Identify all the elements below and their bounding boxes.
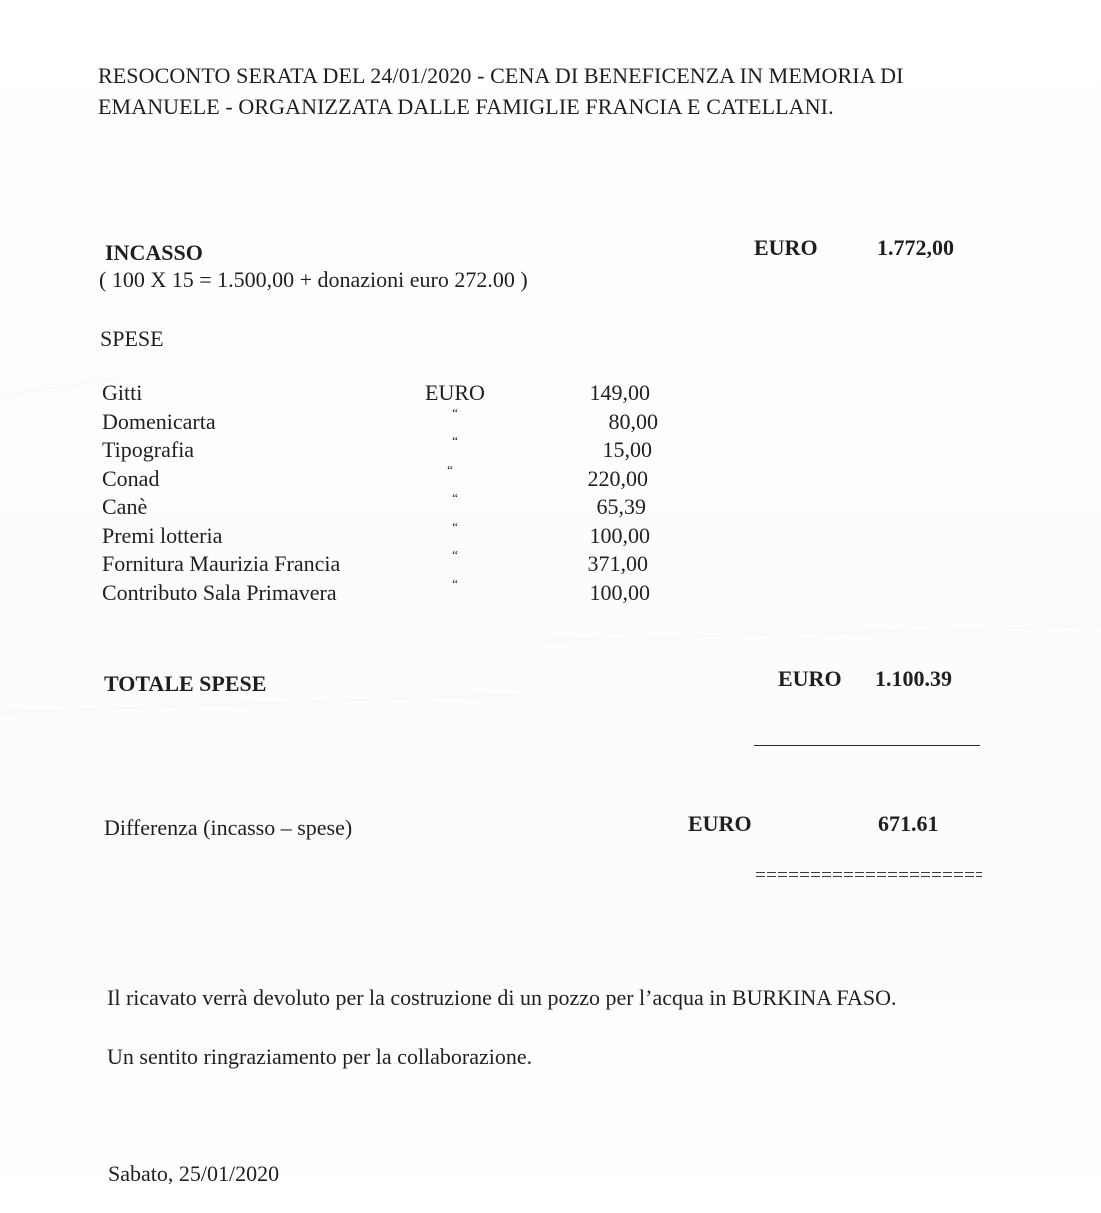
expense-row xyxy=(100,547,680,580)
expense-name: Fornitura Maurizia Francia xyxy=(102,551,341,576)
destination-note: Il ricavato verrà devoluto per la costruzione di un pozzo per l’acqua in BURKINA FASO. xyxy=(107,985,897,1010)
income-detail: ( 100 X 15 = 1.500,00 + donazioni euro 272.00 ) xyxy=(99,267,528,292)
expense-row xyxy=(100,518,680,552)
total-expenses-currency: EURO xyxy=(778,666,842,691)
expense-row xyxy=(100,490,680,523)
expense-name: Canè xyxy=(102,494,148,519)
expense-name: Conad xyxy=(102,465,160,491)
expense-currency-ditto: “ xyxy=(447,461,453,477)
expense-row xyxy=(100,461,680,495)
expense-value: 149,00 xyxy=(589,380,650,405)
expense-currency-ditto: “ xyxy=(452,547,458,562)
expense-value: 15,00 xyxy=(602,437,652,462)
thanks-note: Un sentito ringraziamento per la collaborazione. xyxy=(107,1044,533,1069)
expense-currency: EURO xyxy=(425,380,485,405)
expense-value: 220,00 xyxy=(587,465,648,491)
expenses-list xyxy=(100,380,680,608)
document-title xyxy=(98,60,1058,122)
expense-row xyxy=(100,404,680,438)
expense-value: 65,39 xyxy=(596,494,646,519)
income-amount: 1.772,00 xyxy=(877,235,954,260)
expenses-label: SPESE xyxy=(100,326,164,351)
expense-currency-ditto: “ xyxy=(452,433,458,448)
total-double-rule xyxy=(756,872,982,880)
difference-amount: 671.61 xyxy=(878,811,939,836)
total-expenses-amount: 1.100.39 xyxy=(875,666,952,691)
expense-name: Premi lotteria xyxy=(102,522,223,548)
expense-name: Domenicarta xyxy=(102,408,216,434)
expense-value: 100,00 xyxy=(589,579,650,605)
difference-currency: EURO xyxy=(688,811,752,836)
expense-row xyxy=(100,575,680,609)
expense-value: 371,00 xyxy=(587,551,648,576)
expense-name: Contributo Sala Primavera xyxy=(102,579,337,605)
expense-row xyxy=(100,433,680,466)
expense-value: 80,00 xyxy=(608,408,658,434)
title-line-1: RESOCONTO SERATA DEL 24/01/2020 - CENA DI BENEFICENZA IN MEMORIA DI xyxy=(98,63,904,88)
expense-name: Gitti xyxy=(102,380,143,405)
income-label: INCASSO xyxy=(105,240,203,265)
expense-row xyxy=(100,380,680,409)
total-expenses-label: TOTALE SPESE xyxy=(104,671,267,696)
paper-crease xyxy=(540,625,1100,641)
difference-label: Differenza (incasso – spese) xyxy=(104,815,353,840)
expense-currency-ditto: “ xyxy=(452,575,458,591)
income-currency: EURO xyxy=(754,235,818,260)
expense-currency-ditto: “ xyxy=(452,518,458,534)
paper-crease xyxy=(0,693,540,713)
expense-name: Tipografia xyxy=(102,437,195,462)
expense-value: 100,00 xyxy=(589,522,650,548)
expense-currency-ditto: “ xyxy=(452,490,458,505)
expense-currency-ditto: “ xyxy=(452,404,458,420)
subtotal-rule xyxy=(754,745,980,746)
title-line-2: EMANUELE - ORGANIZZATA DALLE FAMIGLIE FRANCIA E CATELLANI. xyxy=(98,94,834,119)
signature-date: Sabato, 25/01/2020 xyxy=(108,1161,280,1186)
